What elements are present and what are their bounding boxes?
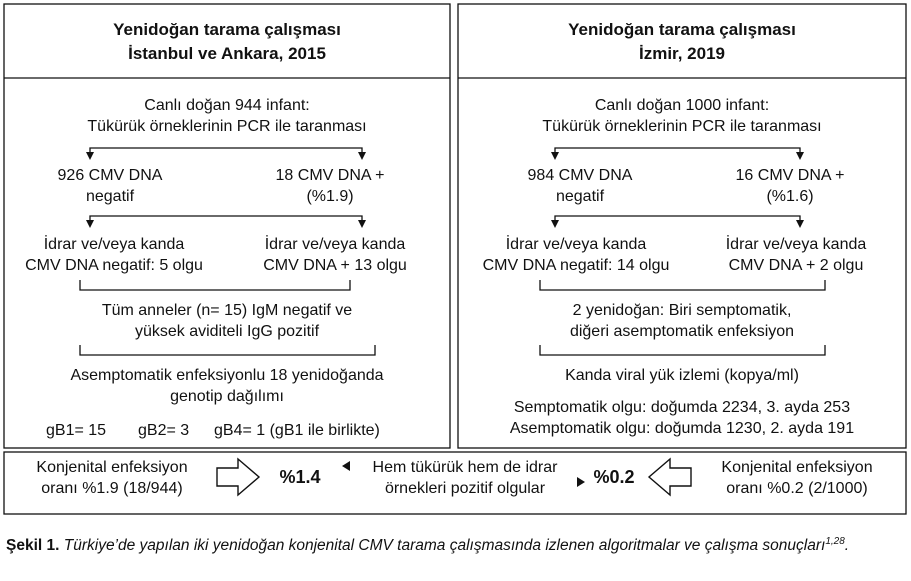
left-gb2: gB2= 3 [138,422,190,439]
right-positive-line2: (%1.6) [766,188,814,205]
left-genotype-line1: Asemptomatik enfeksiyonlu 18 yenidoğanda [70,367,384,384]
left-rate-line1: Konjenital enfeksiyon [36,459,188,476]
left-mothers-line2: yüksek aviditeli IgG pozitif [134,323,320,340]
right-split-2 [555,216,800,226]
left-split-1 [90,148,362,158]
left-urine-positive-line2: CMV DNA + 13 olgu [263,257,407,274]
right-newborns-line1: 2 yenidoğan: Biri semptomatik, [572,302,792,319]
right-asymptomatic: Asemptomatik olgu: doğumda 1230, 2. ayda 191 [509,420,855,437]
left-negative-line2: negatif [85,188,135,205]
left-screen-line2: Tükürük örneklerinin PCR ile taranması [87,118,367,135]
left-negative-line1: 926 CMV DNA [57,167,163,184]
right-rate-line2: oranı %0.2 (2/1000) [726,480,868,497]
small-left-arrow [342,461,350,471]
left-title-line2: İstanbul ve Ankara, 2015 [128,44,326,63]
right-screen-line2: Tükürük örneklerinin PCR ile taranması [542,118,822,135]
caption-label: Şekil 1. [6,537,60,555]
left-gb4: gB4= 1 (gB1 ile birlikte) [214,422,380,439]
left-gb1: gB1= 15 [46,422,107,439]
right-urine-negative-line2: CMV DNA negatif: 14 olgu [482,257,670,274]
right-screen-line1: Canlı doğan 1000 infant: [594,97,770,114]
caption-refs: 1,28 [825,536,845,547]
right-symptomatic: Semptomatik olgu: doğumda 2234, 3. ayda 253 [513,399,851,416]
right-rate-line1: Konjenital enfeksiyon [721,459,873,476]
left-merge-1 [80,280,350,290]
left-merge-2 [80,345,375,355]
caption-end: . [844,537,850,555]
right-newborns-line2: diğeri asemptomatik enfeksiyon [569,323,795,340]
right-pointing-block-arrow [217,459,259,495]
left-urine-positive-line1: İdrar ve/veya kanda [264,236,406,253]
left-urine-negative-line2: CMV DNA negatif: 5 olgu [25,257,203,274]
right-urine-positive-line2: CMV DNA + 2 olgu [728,257,864,274]
left-positive-line2: (%1.9) [306,188,354,205]
middle-line2: örnekleri pozitif olgular [384,480,546,497]
left-screen-line1: Canlı doğan 944 infant: [144,97,310,114]
left-positive-line1: 18 CMV DNA + [275,167,385,184]
right-positive-line1: 16 CMV DNA + [735,167,845,184]
right-split-1 [555,148,800,158]
right-title-line2: İzmir, 2019 [638,44,725,63]
right-negative-line2: negatif [555,188,605,205]
left-pointing-block-arrow [649,459,691,495]
right-viral-load: Kanda viral yük izlemi (kopya/ml) [565,367,799,384]
right-title-line1: Yenidoğan tarama çalışması [568,20,796,39]
left-genotype-line2: genotip dağılımı [170,388,284,405]
figure-caption [6,532,906,555]
left-split-2 [90,216,362,226]
right-negative-line1: 984 CMV DNA [527,167,633,184]
right-merge-1 [540,280,825,290]
right-merge-2 [540,345,825,355]
left-urine-negative-line1: İdrar ve/veya kanda [43,236,185,253]
right-urine-positive-line1: İdrar ve/veya kanda [725,236,867,253]
left-percent: %1.4 [279,467,321,487]
right-urine-negative-line1: İdrar ve/veya kanda [505,236,647,253]
caption-text: Türkiye’de yapılan iki yenidoğan konjenital CMV tarama çalışmasında izlenen algoritmalar ve çalışma sonuçları [59,537,826,555]
left-mothers-line1: Tüm anneler (n= 15) IgM negatif ve [101,302,353,319]
middle-line1: Hem tükürük hem de idrar [372,459,558,476]
left-title-line1: Yenidoğan tarama çalışması [113,20,341,39]
left-rate-line2: oranı %1.9 (18/944) [41,480,183,497]
right-percent: %0.2 [593,467,635,487]
